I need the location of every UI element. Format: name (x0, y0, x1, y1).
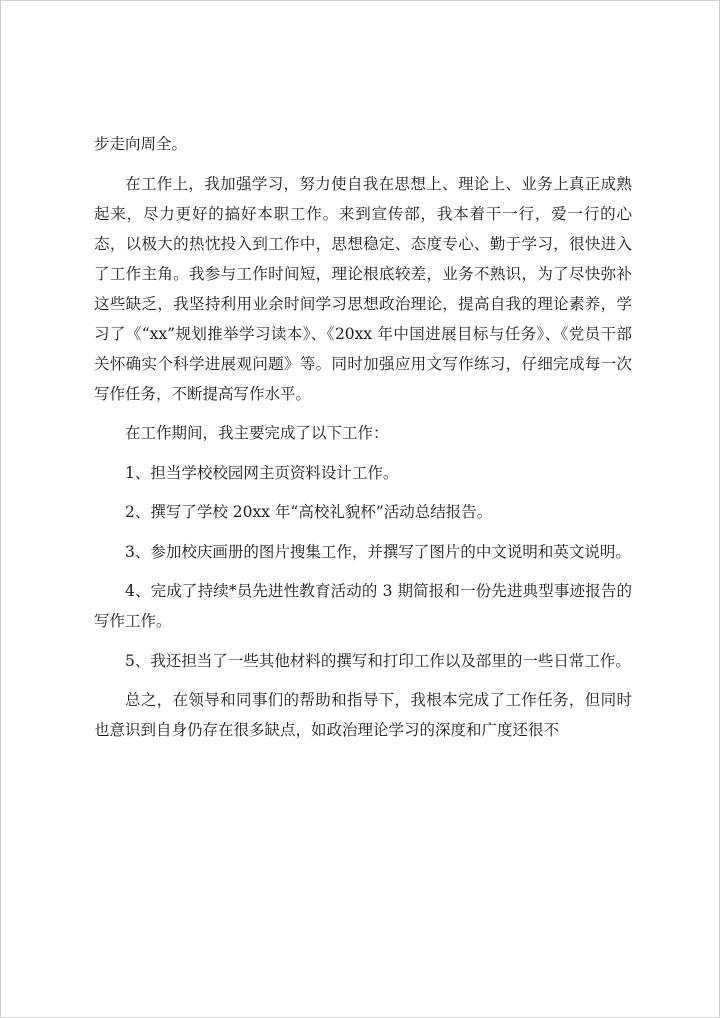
list-item-2: 2、撰写了学校 20xx 年“高校礼貌杯”活动总结报告。 (125, 503, 493, 521)
paragraph-work-list-intro: 在工作期间，我主要完成了以下工作： (125, 424, 389, 442)
list-item-3: 3、参加校庆画册的图片搜集工作，并撰写了图片的中文说明和英文说明。 (125, 542, 631, 561)
list-item-1: 1、担当学校校园网主页资料设计工作。 (125, 463, 399, 482)
list-item-4: 4、完成了持续*员先进性教育活动的 3 期简报和一份先进典型事迹报告的写作工作。 (94, 582, 632, 630)
document-body (94, 129, 632, 755)
paragraph-work-study: 在工作上，我加强学习，努力使自我在思想上、理论上、业务上真正成熟起来，尽力更好的搞好本职工作。来到宣传部，我本着干一行，爱一行的心态，以极大的热忱投入到工作中，思想稳定、态度专心、勤于学习，很快进入了工作主角。我参与工作时间短，理论根底较差，业务不熟识，为了尽快弥补这些缺乏，我坚持利用业余时间学习思想政治理论，提高自我的理论素养，学习了《“xx”规划推举学习读本》、《20xx 年中国进展目标与任务》、《党员干部关怀确实个科学进展观问题》等。同时加强应用文写作练习，仔细完成每一次写作任务，不断提高写作水平。 (94, 174, 632, 403)
list-item-5: 5、我还担当了一些其他材料的撰写和打印工作以及部里的一些日常工作。 (125, 651, 631, 670)
paragraph-summary: 总之，在领导和同事们的帮助和指导下，我根本完成了工作任务，但同时也意识到自身仍存在很多缺点，如政治理论学习的深度和广度还很不 (94, 691, 632, 739)
paragraph-continuation: 步走向周全。 (94, 135, 188, 153)
